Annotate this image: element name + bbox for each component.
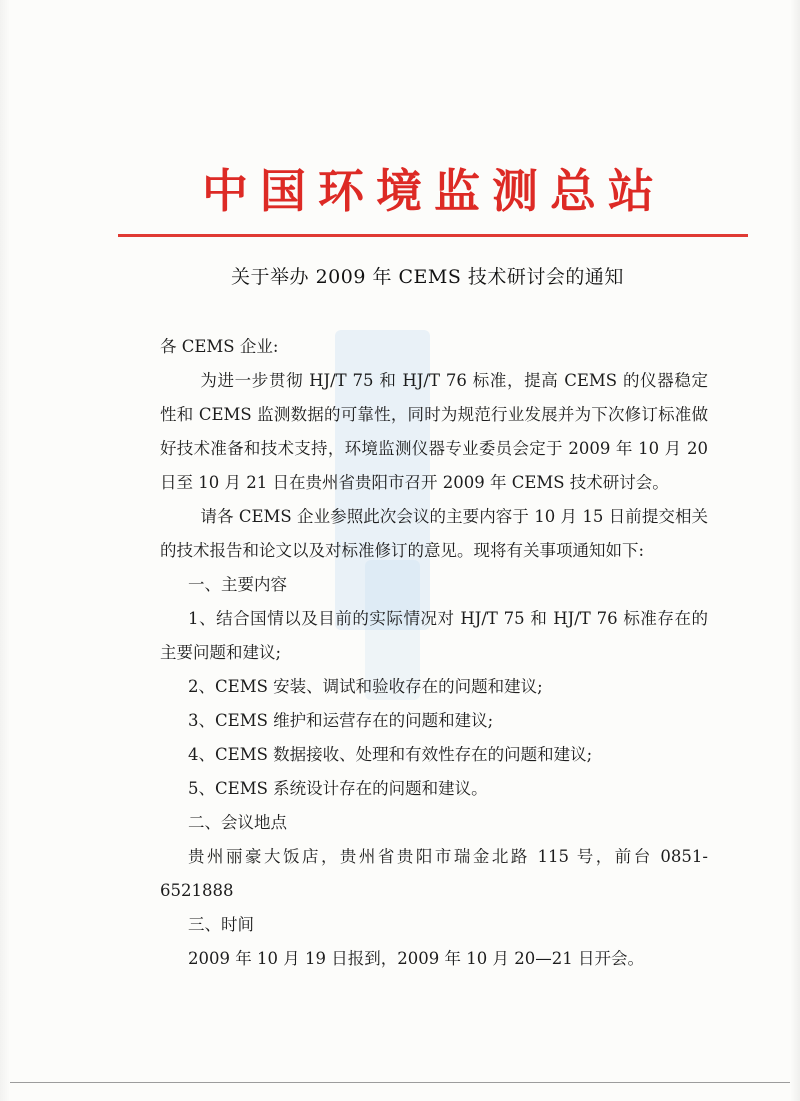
paragraph-intro: 为进一步贯彻 HJ/T 75 和 HJ/T 76 标准，提高 CEMS 的仪器稳定性和 CEMS 监测数据的可靠性，同时为规范行业发展并为下次修订标准做好技术准备和技术支持，环境监测仪器专业委员会定于 2009 年 10 月 20 日至 10 月 21 日在贵州省贵阳市召开 2009 年 CEMS 技术研讨会。: [160, 371, 708, 492]
salutation: 各 CEMS 企业:: [160, 337, 279, 356]
section-heading-time: 三、时间: [188, 915, 255, 934]
list-item: 5、CEMS 系统设计存在的问题和建议。: [188, 779, 488, 798]
venue-text: 贵州丽豪大饭店，贵州省贵阳市瑞金北路 115 号，前台 0851-6521888: [160, 847, 708, 900]
paragraph-request: 请各 CEMS 企业参照此次会议的主要内容于 10 月 15 日前提交相关的技术报告和论文以及对标准修订的意见。现将有关事项通知如下:: [160, 507, 708, 560]
letterhead-org-name: 中国环境监测总站: [202, 164, 666, 218]
section-heading-main-content: 一、主要内容: [188, 575, 288, 594]
list-item: 3、CEMS 维护和运营存在的问题和建议;: [188, 711, 494, 730]
notice-body: [160, 330, 708, 976]
list-item: 4、CEMS 数据接收、处理和有效性存在的问题和建议;: [188, 745, 593, 764]
letterhead-red-rule: [118, 234, 748, 237]
list-item: 2、CEMS 安装、调试和验收存在的问题和建议;: [188, 677, 543, 696]
scan-bottom-line: [10, 1082, 790, 1083]
notice-title: 关于举办 2009 年 CEMS 技术研讨会的通知: [231, 266, 624, 288]
list-item: 1、结合国情以及目前的实际情况对 HJ/T 75 和 HJ/T 76 标准存在的主要问题和建议;: [160, 609, 708, 662]
section-heading-venue: 二、会议地点: [188, 813, 288, 832]
time-text: 2009 年 10 月 19 日报到，2009 年 10 月 20—21 日开会。: [188, 949, 644, 968]
